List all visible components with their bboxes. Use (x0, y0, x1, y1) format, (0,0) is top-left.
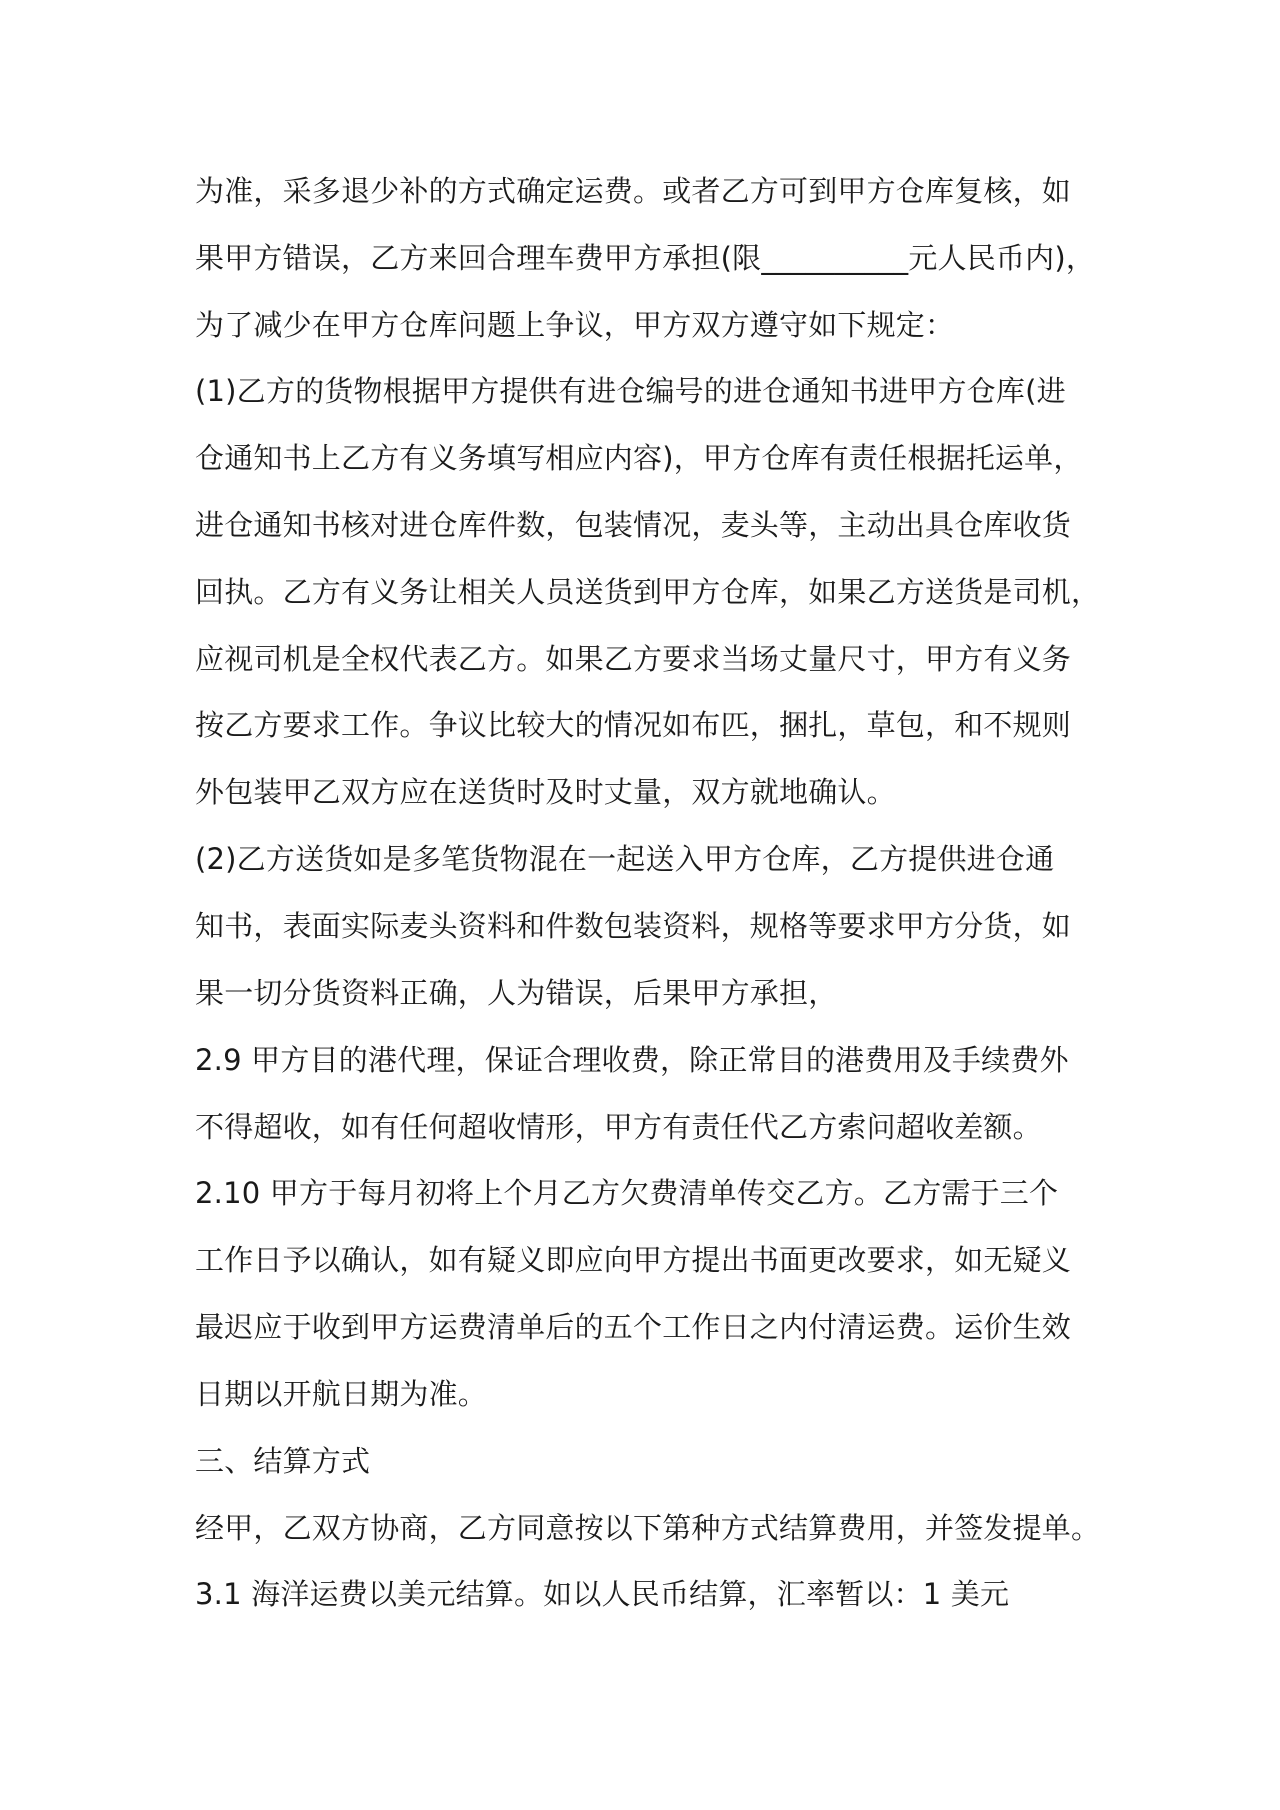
paragraph-line: 果甲方错误，乙方来回合理车费甲方承担(限__________元人民币内)， (195, 241, 1096, 275)
clause-2-10-line: 2.10 甲方于每月初将上个月乙方欠费清单传交乙方。乙方需于三个 (195, 1176, 1059, 1210)
clause-3-1-line: 3.1 海洋运费以美元结算。如以人民币结算，汇率暂以：1 美元 (195, 1577, 1010, 1611)
paragraph-line: 最迟应于收到甲方运费清单后的五个工作日之内付清运费。运价生效 (195, 1310, 1072, 1344)
section-heading-settlement: 三、结算方式 (195, 1444, 371, 1478)
paragraph-line: (2)乙方送货如是多笔货物混在一起送入甲方仓库，乙方提供进仓通 (195, 842, 1055, 876)
paragraph-line: 外包装甲乙双方应在送货时及时丈量，双方就地确认。 (195, 775, 896, 809)
paragraph-line: (1)乙方的货物根据甲方提供有进仓编号的进仓通知书进甲方仓库(进 (195, 374, 1066, 408)
paragraph-line: 经甲，乙双方协商，乙方同意按以下第种方式结算费用，并签发提单。 (195, 1511, 1101, 1545)
paragraph-line: 日期以开航日期为准。 (195, 1377, 488, 1411)
paragraph-line: 不得超收，如有任何超收情形，甲方有责任代乙方索问超收差额。 (195, 1110, 1042, 1144)
paragraph-line: 回执。乙方有义务让相关人员送货到甲方仓库，如果乙方送货是司机， (195, 575, 1101, 609)
paragraph-line: 按乙方要求工作。争议比较大的情况如布匹，捆扎，草包，和不规则 (195, 708, 1072, 742)
paragraph-line: 为了减少在甲方仓库问题上争议，甲方双方遵守如下规定： (195, 308, 955, 342)
paragraph-line: 知书，表面实际麦头资料和件数包装资料，规格等要求甲方分货，如 (195, 909, 1072, 943)
paragraph-line: 应视司机是全权代表乙方。如果乙方要求当场丈量尺寸，甲方有义务 (195, 642, 1072, 676)
paragraph-line: 工作日予以确认，如有疑义即应向甲方提出书面更改要求，如无疑义 (195, 1243, 1072, 1277)
paragraph-line: 为准，采多退少补的方式确定运费。或者乙方可到甲方仓库复核，如 (195, 174, 1072, 208)
clause-2-9-line: 2.9 甲方目的港代理，保证合理收费，除正常目的港费用及手续费外 (195, 1043, 1069, 1077)
paragraph-line: 果一切分货资料正确，人为错误，后果甲方承担， (195, 976, 838, 1010)
paragraph-line: 仓通知书上乙方有义务填写相应内容)，甲方仓库有责任根据托运单， (195, 441, 1083, 475)
paragraph-line: 进仓通知书核对进仓库件数，包装情况，麦头等，主动出具仓库收货 (195, 508, 1072, 542)
